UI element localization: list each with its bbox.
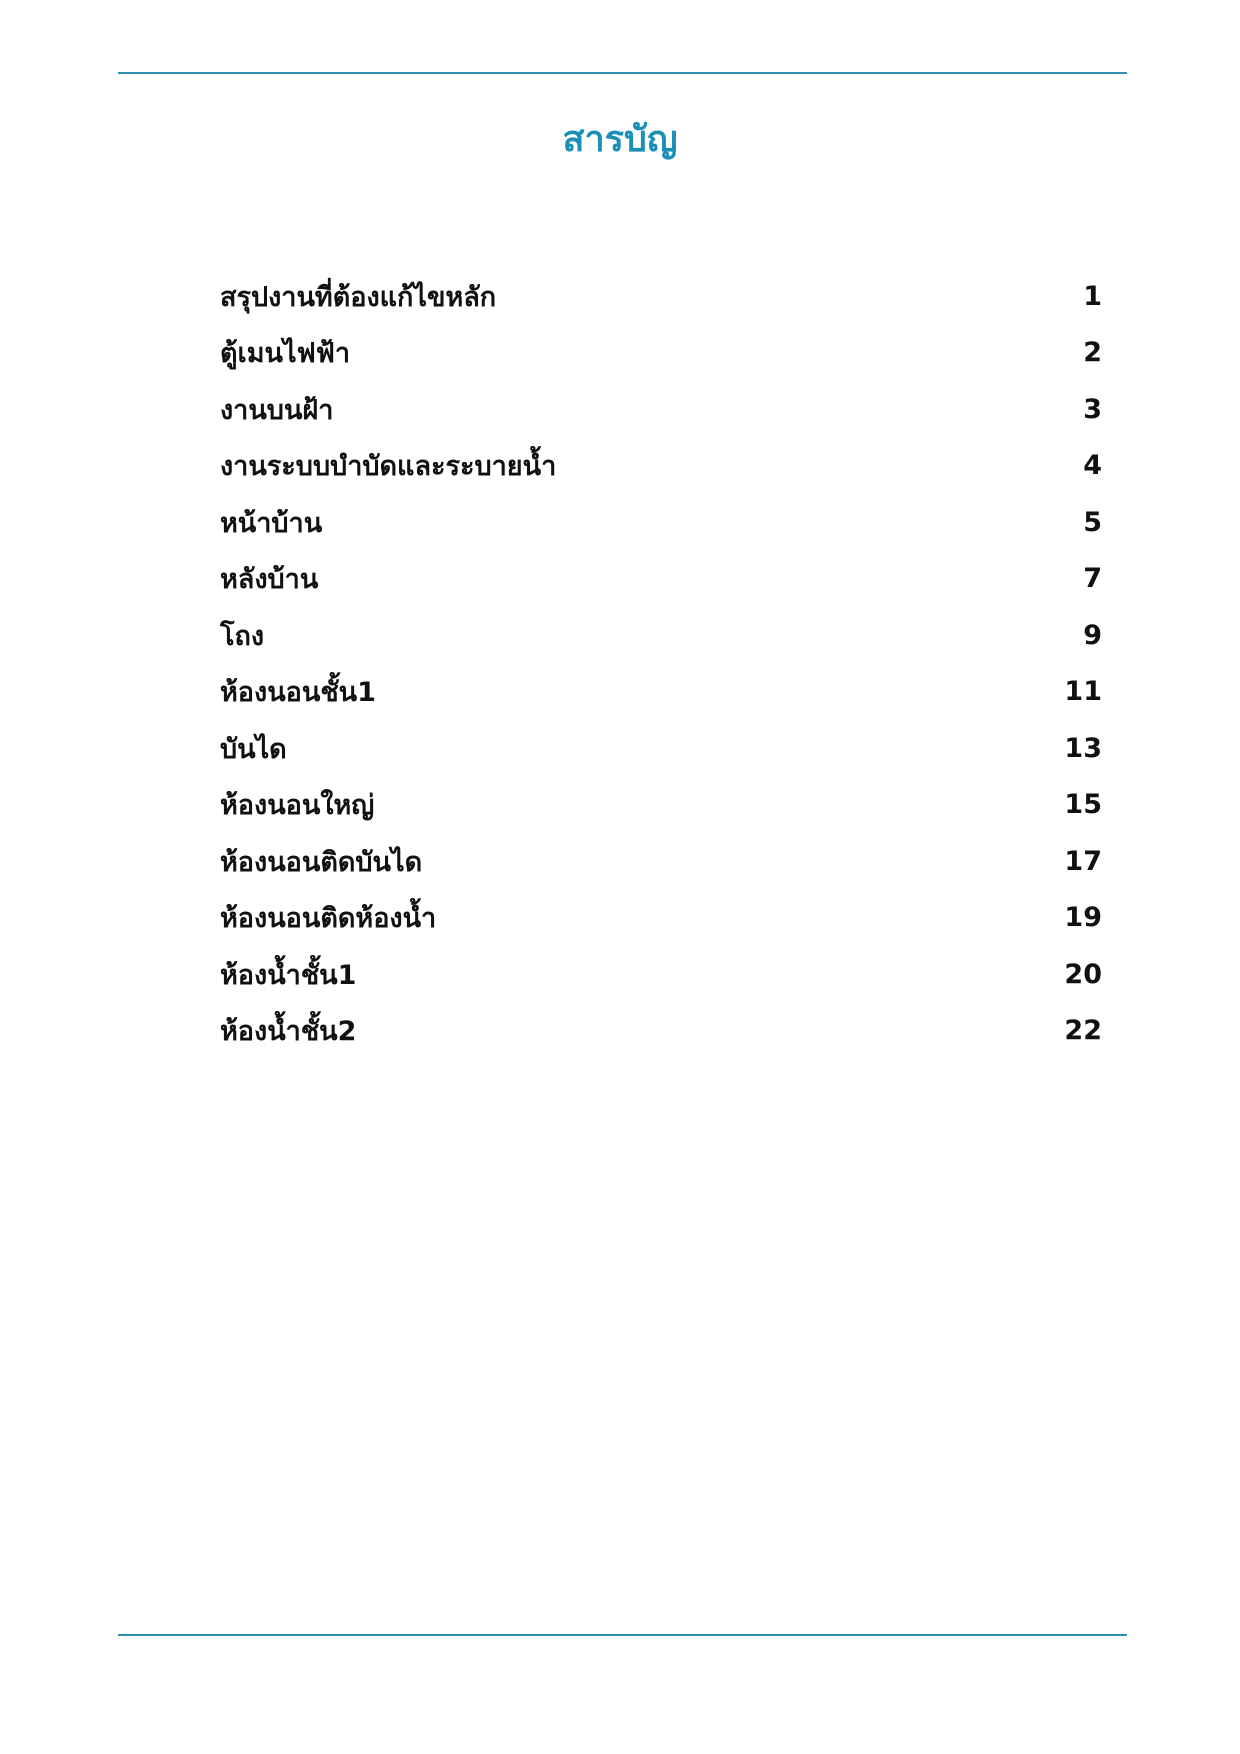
toc-entry[interactable] [220,438,1102,495]
toc-entry-page: 13 [1064,732,1102,764]
toc-entry-label: ห้องนอนชั้น1 [220,677,376,709]
top-rule [118,72,1127,74]
toc-entry-page: 19 [1064,902,1102,934]
toc-entry[interactable] [220,946,1102,1003]
toc-entry-label: ห้องน้ำชั้น1 [220,959,357,991]
toc-entry-page: 3 [1083,393,1102,425]
table-of-contents [220,268,1102,1059]
toc-entry-label: งานระบบบำบัดและระบายน้ำ [220,451,557,483]
toc-entry-label: ห้องนอนใหญ่ [220,790,375,822]
toc-entry[interactable] [220,607,1102,664]
toc-entry[interactable] [220,890,1102,947]
toc-entry-page: 11 [1064,676,1102,708]
toc-entry[interactable] [220,833,1102,890]
toc-entry[interactable] [220,381,1102,438]
toc-entry-page: 2 [1083,337,1102,369]
toc-entry[interactable] [220,664,1102,721]
toc-entry-page: 22 [1064,1015,1102,1047]
toc-entry[interactable] [220,720,1102,777]
toc-entry[interactable] [220,551,1102,608]
toc-entry-label: หน้าบ้าน [220,507,323,539]
toc-entry[interactable] [220,494,1102,551]
toc-entry-page: 20 [1064,958,1102,990]
toc-entry-label: โถง [220,620,265,652]
toc-entry-label: ห้องน้ำชั้น2 [220,1016,357,1048]
toc-entry[interactable] [220,777,1102,834]
toc-entry-page: 17 [1064,845,1102,877]
toc-entry[interactable] [220,268,1102,325]
toc-entry-label: ห้องนอนติดบันได [220,846,423,878]
toc-entry-page: 4 [1083,450,1102,482]
toc-entry-label: สรุปงานที่ต้องแก้ไขหลัก [220,281,497,313]
toc-entry-label: งานบนฝ้า [220,394,334,426]
page-title: สารบัญ [562,119,678,160]
toc-entry-page: 5 [1083,506,1102,538]
toc-entry-page: 15 [1064,789,1102,821]
bottom-rule [118,1634,1127,1636]
toc-entry[interactable] [220,1003,1102,1060]
toc-entry-label: หลังบ้าน [220,564,319,596]
toc-entry-page: 9 [1083,619,1102,651]
toc-entry-label: ตู้เมนไฟฟ้า [220,338,350,370]
toc-entry[interactable] [220,325,1102,382]
toc-entry-page: 7 [1083,563,1102,595]
toc-entry-label: ห้องนอนติดห้องน้ำ [220,903,437,935]
toc-entry-page: 1 [1083,280,1102,312]
toc-entry-label: บันได [220,733,287,765]
